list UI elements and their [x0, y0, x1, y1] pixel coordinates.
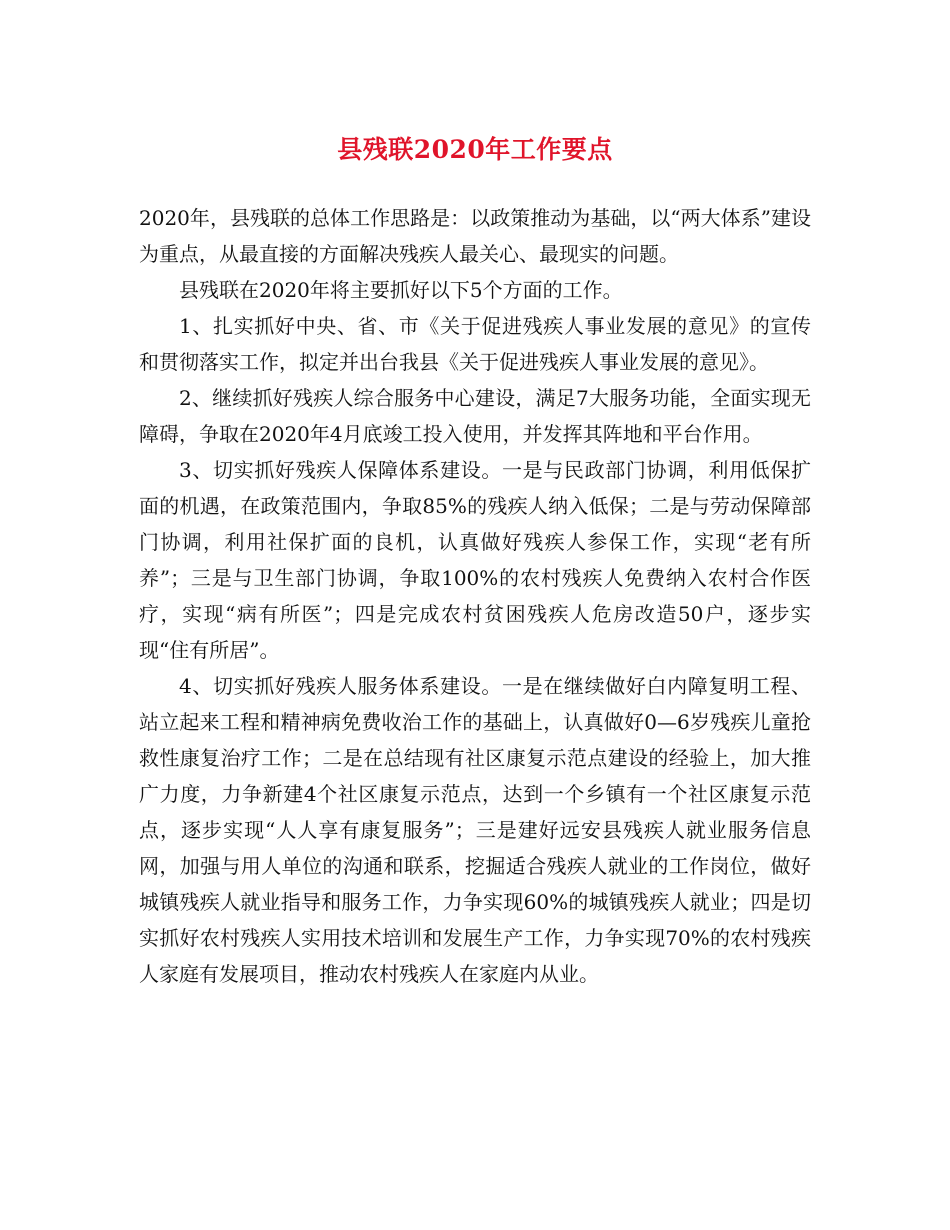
paragraph-item-3: 3、切实抓好残疾人保障体系建设。一是与民政部门协调，利用低保扩面的机遇，在政策范围内，争取85%的残疾人纳入低保；二是与劳动保障部门协调，利用社保扩面的良机，认真做好残疾人参保工作，实现“老有所养”；三是与卫生部门协调，争取100%的农村残疾人免费纳入农村合作医疗，实现“病有所医”；四是完成农村贫困残疾人危房改造50户，逐步实现“住有所居”。 [139, 458, 811, 662]
document-page [139, 124, 811, 992]
paragraph-item-1: 1、扎实抓好中央、省、市《关于促进残疾人事业发展的意见》的宣传和贯彻落实工作，拟定并出台我县《关于促进残疾人事业发展的意见》。 [139, 314, 811, 374]
document-title: 县残联2020年工作要点 [337, 135, 613, 164]
paragraph-item-4: 4、切实抓好残疾人服务体系建设。一是在继续做好白内障复明工程、站立起来工程和精神病免费收治工作的基础上，认真做好0—6岁残疾儿童抢救性康复治疗工作；二是在总结现有社区康复示范点建设的经验上，加大推广力度，力争新建4个社区康复示范点，达到一个乡镇有一个社区康复示范点，逐步实现“人人享有康复服务”；三是建好远安县残疾人就业服务信息网，加强与用人单位的沟通和联系，挖掘适合残疾人就业的工作岗位，做好城镇残疾人就业指导和服务工作，力争实现60%的城镇残疾人就业；四是切实抓好农村残疾人实用技术培训和发展生产工作，力争实现70%的农村残疾人家庭有发展项目，推动农村残疾人在家庭内从业。 [139, 674, 811, 986]
paragraph-overview: 2020年，县残联的总体工作思路是：以政策推动为基础，以“两大体系”建设为重点，从最直接的方面解决残疾人最关心、最现实的问题。 [139, 206, 811, 266]
paragraph-intro: 县残联在2020年将主要抓好以下5个方面的工作。 [179, 278, 623, 302]
paragraph-item-2: 2、继续抓好残疾人综合服务中心建设，满足7大服务功能，全面实现无障碍，争取在2020年4月底竣工投入使用，并发挥其阵地和平台作用。 [139, 386, 811, 446]
